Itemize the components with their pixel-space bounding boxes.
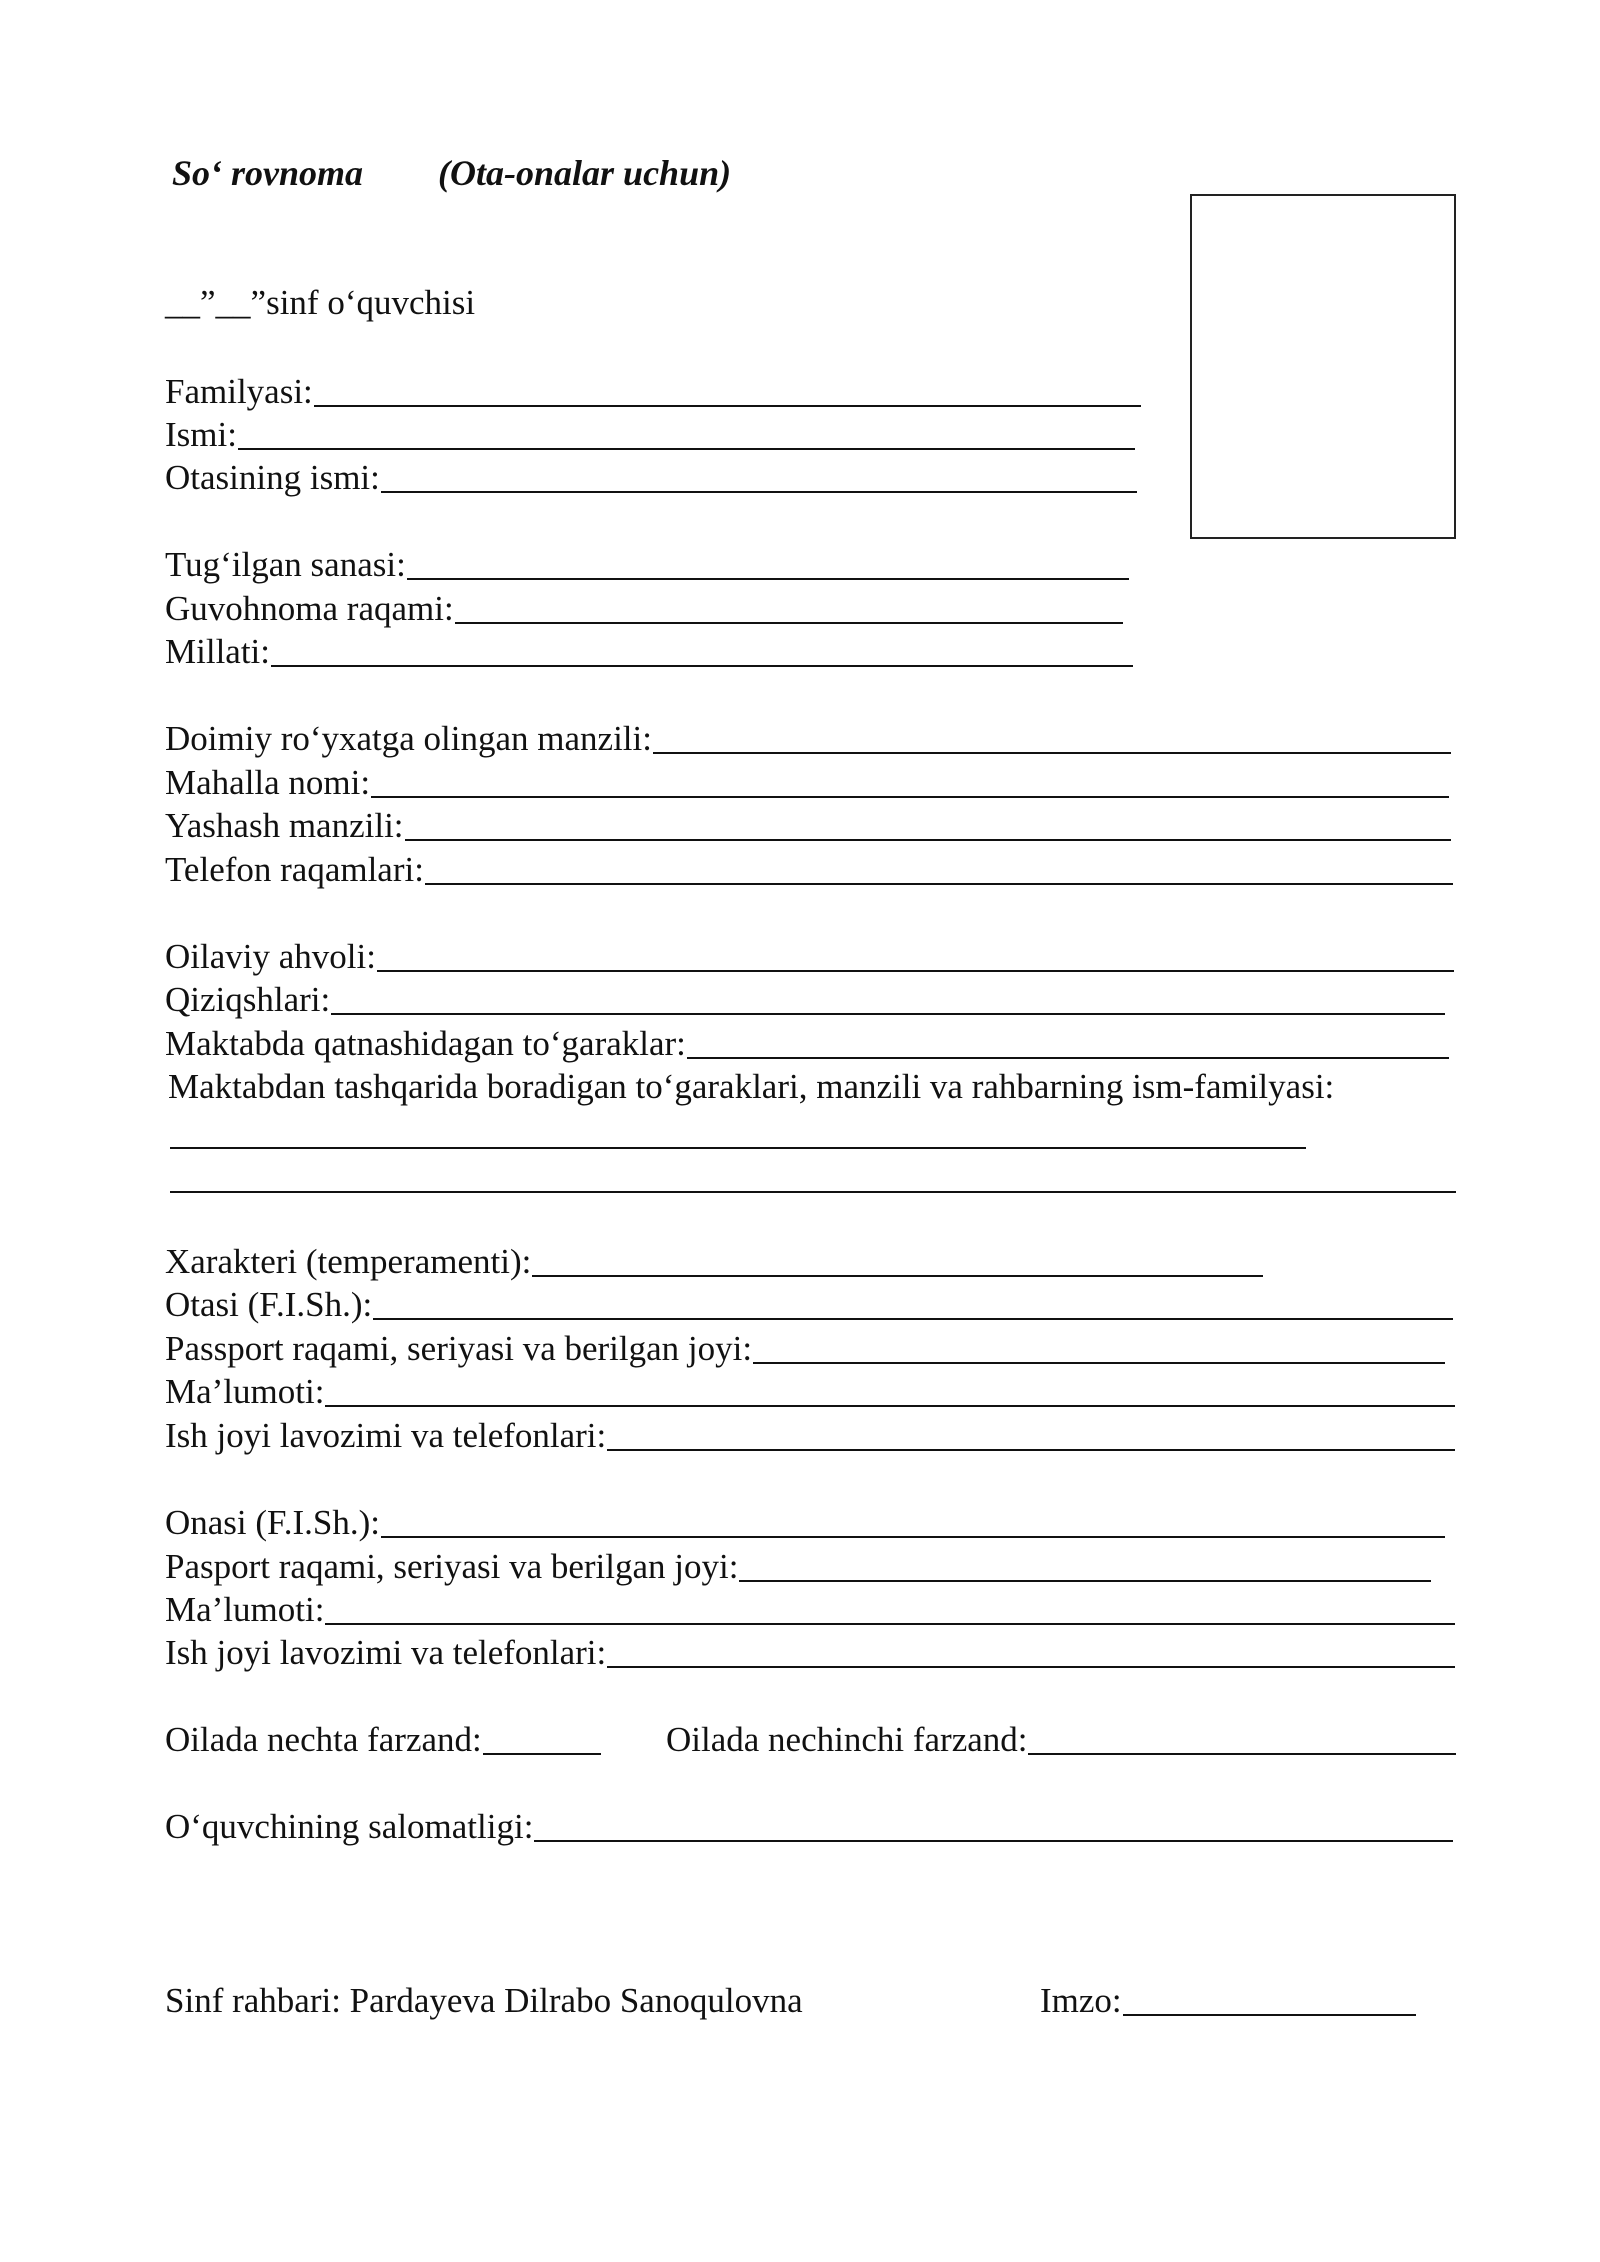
field-maktab-togaraklar[interactable] xyxy=(165,1024,1449,1064)
field-blank[interactable] xyxy=(377,970,1454,972)
teacher-name: Sinf rahbari: Pardayeva Dilrabo Sanoqulovna xyxy=(165,1981,803,2020)
field-farzand-nechta[interactable] xyxy=(165,1720,601,1760)
field-label: Yashash manzili: xyxy=(165,806,404,845)
field-onasi-pasport[interactable] xyxy=(165,1547,1431,1587)
field-label: Guvohnoma raqami: xyxy=(165,589,454,628)
form-subtitle: (Ota-onalar uchun) xyxy=(438,153,732,193)
field-label: Tug‘ilgan sanasi: xyxy=(165,545,406,584)
field-label: O‘quvchining salomatligi: xyxy=(165,1807,534,1846)
field-blank[interactable] xyxy=(753,1362,1445,1364)
field-otasi-malumoti[interactable] xyxy=(165,1372,1455,1412)
field-onasi-malumoti[interactable] xyxy=(165,1590,1455,1630)
field-label: Ma’lumoti: xyxy=(165,1372,325,1411)
field-ism[interactable] xyxy=(165,415,1135,455)
field-label: Telefon raqamlari: xyxy=(165,850,424,889)
field-qiziqishlari[interactable] xyxy=(165,980,1445,1020)
field-millati[interactable] xyxy=(165,632,1133,672)
field-label: Millati: xyxy=(165,632,270,671)
field-blank[interactable] xyxy=(1028,1753,1456,1755)
field-label: Familyasi: xyxy=(165,372,313,411)
field-otasi[interactable] xyxy=(165,1285,1453,1325)
field-label: Mahalla nomi: xyxy=(165,763,371,802)
field-blank[interactable] xyxy=(325,1623,1455,1625)
field-telefon[interactable] xyxy=(165,850,1453,890)
field-label: Ismi: xyxy=(165,415,237,454)
field-label: Xarakteri (temperamenti): xyxy=(165,1242,532,1281)
field-blank[interactable] xyxy=(455,622,1123,624)
field-blank[interactable] xyxy=(653,752,1451,754)
field-doimiy-manzil[interactable] xyxy=(165,719,1451,759)
field-blank[interactable] xyxy=(407,578,1129,580)
field-label: Imzo: xyxy=(1040,1981,1122,2020)
field-blank[interactable] xyxy=(381,491,1137,493)
field-tashqari-togaraklar-blank-2[interactable] xyxy=(170,1191,1456,1193)
photo-box[interactable] xyxy=(1190,194,1456,539)
field-label: Oilada nechinchi farzand: xyxy=(666,1720,1028,1759)
field-label: Oilaviy ahvoli: xyxy=(165,937,376,976)
field-tugilgan-sanasi[interactable] xyxy=(165,545,1129,585)
field-blank[interactable] xyxy=(532,1275,1263,1277)
field-oilaviy-ahvoli[interactable] xyxy=(165,937,1454,977)
field-imzo[interactable] xyxy=(1040,1981,1416,2021)
field-tashqari-togaraklar-blank-1[interactable] xyxy=(170,1147,1306,1149)
field-label: Otasining ismi: xyxy=(165,458,380,497)
field-blank[interactable] xyxy=(325,1405,1455,1407)
field-blank[interactable] xyxy=(534,1840,1453,1842)
class-line: __”__”sinf o‘quvchisi xyxy=(165,283,476,322)
field-yashash-manzil[interactable] xyxy=(165,806,1451,846)
field-label: Qiziqshlari: xyxy=(165,980,331,1019)
field-familya[interactable] xyxy=(165,372,1141,412)
field-label: Ish joyi lavozimi va telefonlari: xyxy=(165,1633,607,1672)
field-label: Doimiy ro‘yxatga olingan manzili: xyxy=(165,719,652,758)
signature-blank[interactable] xyxy=(1123,2014,1416,2016)
field-blank[interactable] xyxy=(373,1318,1453,1320)
field-blank[interactable] xyxy=(314,405,1141,407)
field-label: Onasi (F.I.Sh.): xyxy=(165,1503,380,1542)
field-xarakter[interactable] xyxy=(165,1242,1263,1282)
field-otasi-passport[interactable] xyxy=(165,1329,1445,1369)
field-label: Ma’lumoti: xyxy=(165,1590,325,1629)
form-title-row xyxy=(172,152,731,202)
field-blank[interactable] xyxy=(238,448,1135,450)
field-blank[interactable] xyxy=(371,796,1449,798)
field-label: Passport raqami, seriyasi va berilgan joyi: xyxy=(165,1329,753,1368)
field-farzand-nechinchi[interactable] xyxy=(666,1720,1456,1760)
field-blank[interactable] xyxy=(687,1057,1449,1059)
field-blank[interactable] xyxy=(271,665,1133,667)
field-blank[interactable] xyxy=(607,1449,1455,1451)
field-blank[interactable] xyxy=(425,883,1453,885)
field-blank[interactable] xyxy=(483,1753,601,1755)
field-onasi[interactable] xyxy=(165,1503,1445,1543)
field-blank[interactable] xyxy=(405,839,1451,841)
field-blank[interactable] xyxy=(739,1580,1431,1582)
field-otasi-ish-joyi[interactable] xyxy=(165,1416,1455,1456)
field-onasi-ish-joyi[interactable] xyxy=(165,1633,1455,1673)
form-title: So‘ rovnoma xyxy=(172,153,364,193)
field-label: Otasi (F.I.Sh.): xyxy=(165,1285,373,1324)
field-label: Pasport raqami, seriyasi va berilgan joyi: xyxy=(165,1547,739,1586)
field-label: Maktabda qatnashidagan to‘garaklar: xyxy=(165,1024,686,1063)
field-guvohnoma[interactable] xyxy=(165,589,1123,629)
field-blank[interactable] xyxy=(331,1013,1445,1015)
field-blank[interactable] xyxy=(381,1536,1445,1538)
field-tashqari-togaraklar-label: Maktabdan tashqarida boradigan to‘garaklari, manzili va rahbarning ism-familyasi: xyxy=(168,1067,1335,1106)
field-otasining-ismi[interactable] xyxy=(165,458,1137,498)
field-blank[interactable] xyxy=(607,1666,1455,1668)
field-label: Oilada nechta farzand: xyxy=(165,1720,482,1759)
field-mahalla[interactable] xyxy=(165,763,1449,803)
field-label: Ish joyi lavozimi va telefonlari: xyxy=(165,1416,607,1455)
field-salomatlik[interactable] xyxy=(165,1807,1453,1847)
